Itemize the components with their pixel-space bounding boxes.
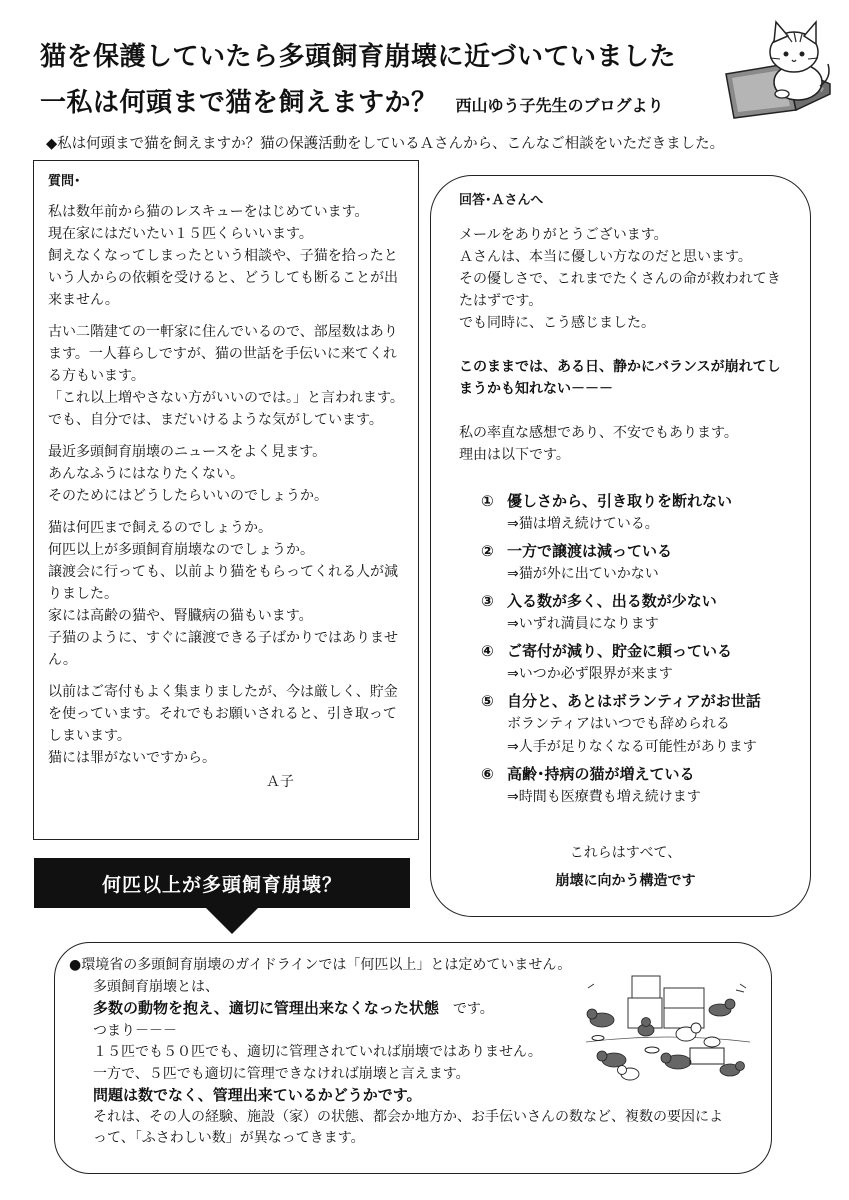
cats-illustration <box>580 970 756 1090</box>
reason-title: 一方で譲渡は減っている <box>507 542 673 560</box>
question-paragraph: 私は数年前から猫のレスキューをはじめています。 現在家にはだいたい１５匹くらいいます。 飼えなくなってしまったという相談や、子猫を拾ったという人からの依頼を受けると、どうしても断ることが出来ません。 <box>48 204 398 308</box>
reason-detail: ⇒いずれ満員になります <box>507 616 659 632</box>
reason-title: 入る数が多く、出る数が少ない <box>507 592 717 610</box>
reason-item <box>481 640 792 686</box>
reason-number: ⑥ <box>481 765 494 783</box>
reason-title: 高齢･持病の猫が増えている <box>507 765 695 783</box>
closing-line-1: これらはすべて、 <box>569 845 682 861</box>
question-paragraph: 最近多頭飼育崩壊のニュースをよく見ます。 あんなふうにはなりたくない。 そのためにはどうしたらいいのでしょうか。 <box>48 444 328 504</box>
reason-item <box>481 590 792 636</box>
reason-detail: ⇒猫が外に出ていかない <box>507 566 659 582</box>
guideline-line: 一方で、５匹でも適切に管理できなければ崩壊と言えます。 <box>93 1065 470 1082</box>
title-source: 西山ゆう子先生のブログより <box>455 96 664 115</box>
reason-number: ② <box>481 542 494 560</box>
down-arrow-icon <box>206 908 258 934</box>
reason-detail: ⇒猫は増え続けている。 <box>507 516 659 532</box>
title-question: 一私は何頭まで猫を飼えますか？ <box>40 88 438 118</box>
answer-closing <box>459 839 792 895</box>
title-line-1: 猫を保護していたら多頭飼育崩壊に近づいていました <box>40 42 677 72</box>
reason-title: ご寄付が減り、貯金に頼っている <box>507 642 733 660</box>
guideline-line: 多頭飼育崩壊とは、 <box>93 978 219 995</box>
reason-item <box>481 763 792 809</box>
answer-heading: 回答･Ａさんへ <box>459 193 544 208</box>
reason-item <box>481 690 792 759</box>
guideline-line: つまり－－－ <box>93 1022 177 1039</box>
question-signature: Ａ子 <box>266 774 294 790</box>
definition-tail: です。 <box>452 1001 494 1017</box>
answer-emphasis: このままでは、ある日、静かにバランスが崩れてしまうかも知れない－－－ <box>459 359 781 397</box>
reason-title: 自分と、あとはボランティアがお世話 <box>507 692 761 710</box>
cat-laptop-illustration <box>720 14 836 122</box>
reason-detail: ボランティアはいつでも辞められる ⇒人手が足りなくなる可能性があります <box>507 716 757 755</box>
answer-paragraph: 私の率直な感想であり、不安でもあります。 理由は以下です。 <box>459 425 738 463</box>
reason-detail: ⇒いつか必ず限界が来ます <box>507 666 673 682</box>
reason-item <box>481 490 792 536</box>
reason-number: ① <box>481 492 494 510</box>
guideline-line: ●環境省の多頭飼育崩壊のガイドラインでは「何匹以上」とは定めていません。 <box>69 957 572 973</box>
reason-detail: ⇒時間も医療費も増え続けます <box>507 789 701 805</box>
question-paragraph: 古い二階建ての一軒家に住んでいるので、部屋数はあります。一人暮らしですが、猫の世話を手伝いに来てくれる方もいます。 「これ以上増やさない方がいいのでは。」と言われます。 でも、自分では、まだいけるような気がしています。 <box>48 324 404 428</box>
reason-title: 優しさから、引き取りを断れない <box>507 492 733 510</box>
question-paragraph: 猫は何匹まで飼えるのでしょうか。 何匹以上が多頭飼育崩壊なのでしょうか。 譲渡会に行っても、以前より猫をもらってくれる人が減りました。 家には高齢の猫や、腎臓病の猫もいます。 子猫のように、すぐに譲渡できる子ばかりではありません。 <box>48 520 398 668</box>
reason-number: ④ <box>481 642 494 660</box>
question-paragraph: 以前はご寄付もよく集まりましたが、今は厳しく、貯金を使っています。それでもお願いされると、引き取ってしまいます。 猫には罪がないですから。 <box>48 684 398 766</box>
answer-box <box>430 175 811 917</box>
section-banner: 何匹以上が多頭飼育崩壊？ <box>34 858 410 908</box>
reason-list <box>481 490 792 809</box>
answer-paragraph: メールをありがとうございます。 Ａさんは、本当に優しい方なのだと思います。 その優しさで、これまでたくさんの命が救われてきたはずです。 でも同時に、こう感じました。 <box>459 227 781 331</box>
guideline-emphasis: 問題は数でなく、管理出来ているかどうかです。 <box>93 1086 422 1104</box>
guideline-line: １５匹でも５０匹でも、適切に管理されていれば崩壊ではありません。 <box>93 1044 542 1060</box>
guideline-line: それは、その人の経験、施設（家）の状態、都会か地方か、お手伝いさんの数など、複数の要因によって、「ふさわしい数」が異なってきます。 <box>93 1108 723 1146</box>
closing-line-2: 崩壊に向かう構造です <box>555 873 696 889</box>
definition-bold: 多数の動物を抱え、適切に管理出来なくなった状態 <box>93 999 439 1017</box>
title-line-2 <box>40 82 664 119</box>
reason-item <box>481 540 792 586</box>
reason-number: ⑤ <box>481 692 494 710</box>
question-box <box>33 160 419 840</box>
reason-number: ③ <box>481 592 494 610</box>
intro-text: ◆私は何頭まで猫を飼えますか？猫の保護活動をしているＡさんから、こんなご相談をいただきました。 <box>46 136 725 152</box>
question-heading: 質問･ <box>48 174 81 189</box>
